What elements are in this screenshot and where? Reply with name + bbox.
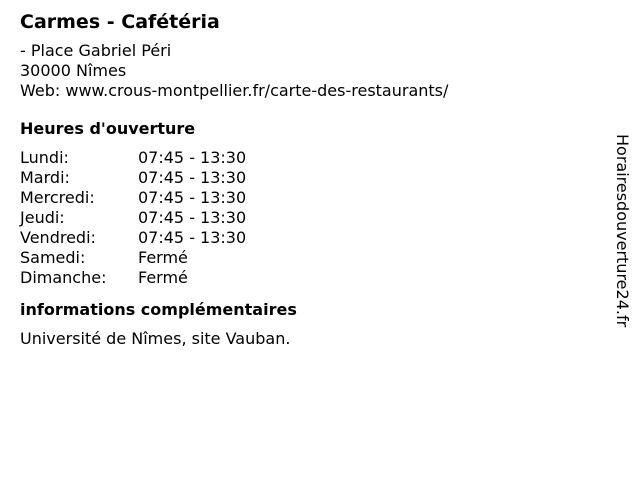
website-link[interactable]: Web: www.crous-montpellier.fr/carte-des-restaurants/ <box>20 81 449 100</box>
time-value: 07:45 - 13:30 <box>138 168 247 187</box>
address-city: 30000 Nîmes <box>20 61 127 80</box>
info-heading: informations complémentaires <box>20 300 297 319</box>
day-label: Mercredi: <box>20 188 95 207</box>
hours-row-sunday <box>20 268 600 288</box>
day-label: Lundi: <box>20 148 69 167</box>
time-value: 07:45 - 13:30 <box>138 188 247 207</box>
time-value: 07:45 - 13:30 <box>138 148 247 167</box>
restaurant-title: Carmes - Cafétéria <box>20 11 220 33</box>
time-value: Fermé <box>138 268 188 287</box>
time-value: Fermé <box>138 248 188 267</box>
hours-heading: Heures d'ouverture <box>20 119 196 138</box>
hours-row-thursday <box>20 208 600 228</box>
address-street: - Place Gabriel Péri <box>20 41 172 60</box>
side-brand-text: Horairesdouverture24.fr <box>613 134 632 328</box>
day-label: Dimanche: <box>20 268 107 287</box>
hours-row-friday <box>20 228 600 248</box>
time-value: 07:45 - 13:30 <box>138 228 247 247</box>
address-block <box>20 41 600 101</box>
day-label: Jeudi: <box>20 208 65 227</box>
time-value: 07:45 - 13:30 <box>138 208 247 227</box>
hours-row-monday <box>20 148 600 168</box>
hours-row-wednesday <box>20 188 600 208</box>
hours-row-tuesday <box>20 168 600 188</box>
hours-table <box>20 148 600 288</box>
day-label: Vendredi: <box>20 228 96 247</box>
day-label: Mardi: <box>20 168 70 187</box>
restaurant-card <box>20 10 600 349</box>
day-label: Samedi: <box>20 248 86 267</box>
hours-row-saturday <box>20 248 600 268</box>
info-text: Université de Nîmes, site Vauban. <box>20 329 291 348</box>
